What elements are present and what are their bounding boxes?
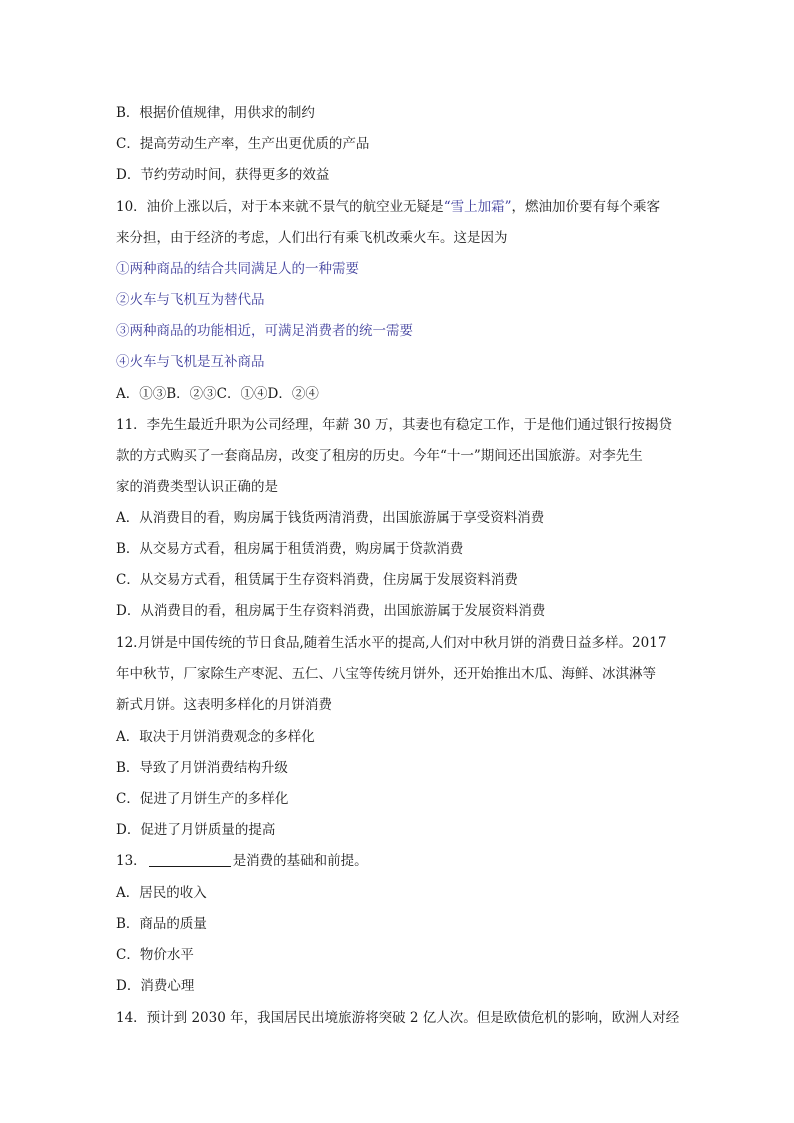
q13-option-c: C．物价水平 bbox=[116, 947, 194, 963]
q9-option-c: C．提高劳动生产率，生产出更优质的产品 bbox=[116, 136, 370, 152]
q13-option-a: A．居民的收入 bbox=[116, 885, 207, 901]
q12-option-d: D．促进了月饼质量的提高 bbox=[116, 822, 276, 838]
q9-option-d: D．节约劳动时间，获得更多的效益 bbox=[116, 167, 330, 183]
q10-statement-4: ④火车与飞机是互补商品 bbox=[116, 354, 265, 370]
q12-stem-line3: 新式月饼。这表明多样化的月饼消费 bbox=[116, 697, 332, 713]
q12-option-b: B．导致了月饼消费结构升级 bbox=[116, 760, 288, 776]
q10-statement-2: ②火车与飞机互为替代品 bbox=[116, 292, 265, 308]
q12-stem-line1: 12.月饼是中国传统的节日食品,随着生活水平的提高,人们对中秋月饼的消费日益多样。2017 bbox=[116, 635, 667, 651]
q11-option-a: A．从消费目的看，购房属于钱货两清消费，出国旅游属于享受资料消费 bbox=[116, 510, 545, 526]
q12-stem-line2: 年中秋节，厂家除生产枣泥、五仁、八宝等传统月饼外，还开始推出木瓜、海鲜、冰淇淋等 bbox=[116, 666, 656, 682]
q10-stem-line2: 来分担，由于经济的考虑，人们出行有乘飞机改乘火车。这是因为 bbox=[116, 230, 508, 246]
q10-statement-1: ①两种商品的结合共同满足人的一种需要 bbox=[116, 261, 359, 277]
q10-statement-3: ③两种商品的功能相近，可满足消费者的统一需要 bbox=[116, 323, 413, 339]
q11-option-c: C．从交易方式看，租赁属于生存资料消费，住房属于发展资料消费 bbox=[116, 572, 518, 588]
q10-quote: “雪上加霜” bbox=[443, 199, 512, 215]
q13-option-d: D．消费心理 bbox=[116, 978, 195, 994]
q11-stem-line2: 款的方式购买了一套商品房，改变了租房的历史。今年“十一”期间还出国旅游。对李先生 bbox=[116, 448, 643, 464]
q11-option-d: D．从消费目的看，租房属于生存资料消费，出国旅游属于发展资料消费 bbox=[116, 603, 546, 619]
q13-stem-text: 是消费的基础和前提。 bbox=[232, 853, 368, 869]
q10-answer-options: A．①③B．②③C．①④D．②④ bbox=[116, 386, 319, 402]
q10-stem-part1: 10．油价上涨以后，对于本来就不景气的航空业无疑是 bbox=[116, 199, 444, 215]
q10-stem-part2: ，燃油加价要有每个乘客 bbox=[511, 199, 660, 215]
q14-stem-line1: 14．预计到 2030 年，我国居民出境旅游将突破 2 亿人次。但是欧债危机的影响，欧洲人对经 bbox=[116, 1010, 680, 1026]
q13-number: 13． bbox=[116, 853, 147, 869]
q11-stem-line3: 家的消费类型认识正确的是 bbox=[116, 479, 278, 495]
q10-stem-line1 bbox=[116, 197, 684, 217]
q13-blank bbox=[149, 852, 231, 867]
q9-option-b: B．根据价值规律，用供求的制约 bbox=[116, 105, 315, 121]
q13-stem bbox=[116, 851, 684, 871]
q11-stem-line1: 11．李先生最近升职为公司经理，年薪 30 万，其妻也有稳定工作，于是他们通过银行按揭贷 bbox=[116, 417, 672, 433]
q12-option-a: A．取决于月饼消费观念的多样化 bbox=[116, 729, 315, 745]
q13-option-b: B．商品的质量 bbox=[116, 916, 207, 932]
q11-option-b: B．从交易方式看，租房属于租赁消费，购房属于贷款消费 bbox=[116, 541, 464, 557]
q12-option-c: C．促进了月饼生产的多样化 bbox=[116, 791, 289, 807]
